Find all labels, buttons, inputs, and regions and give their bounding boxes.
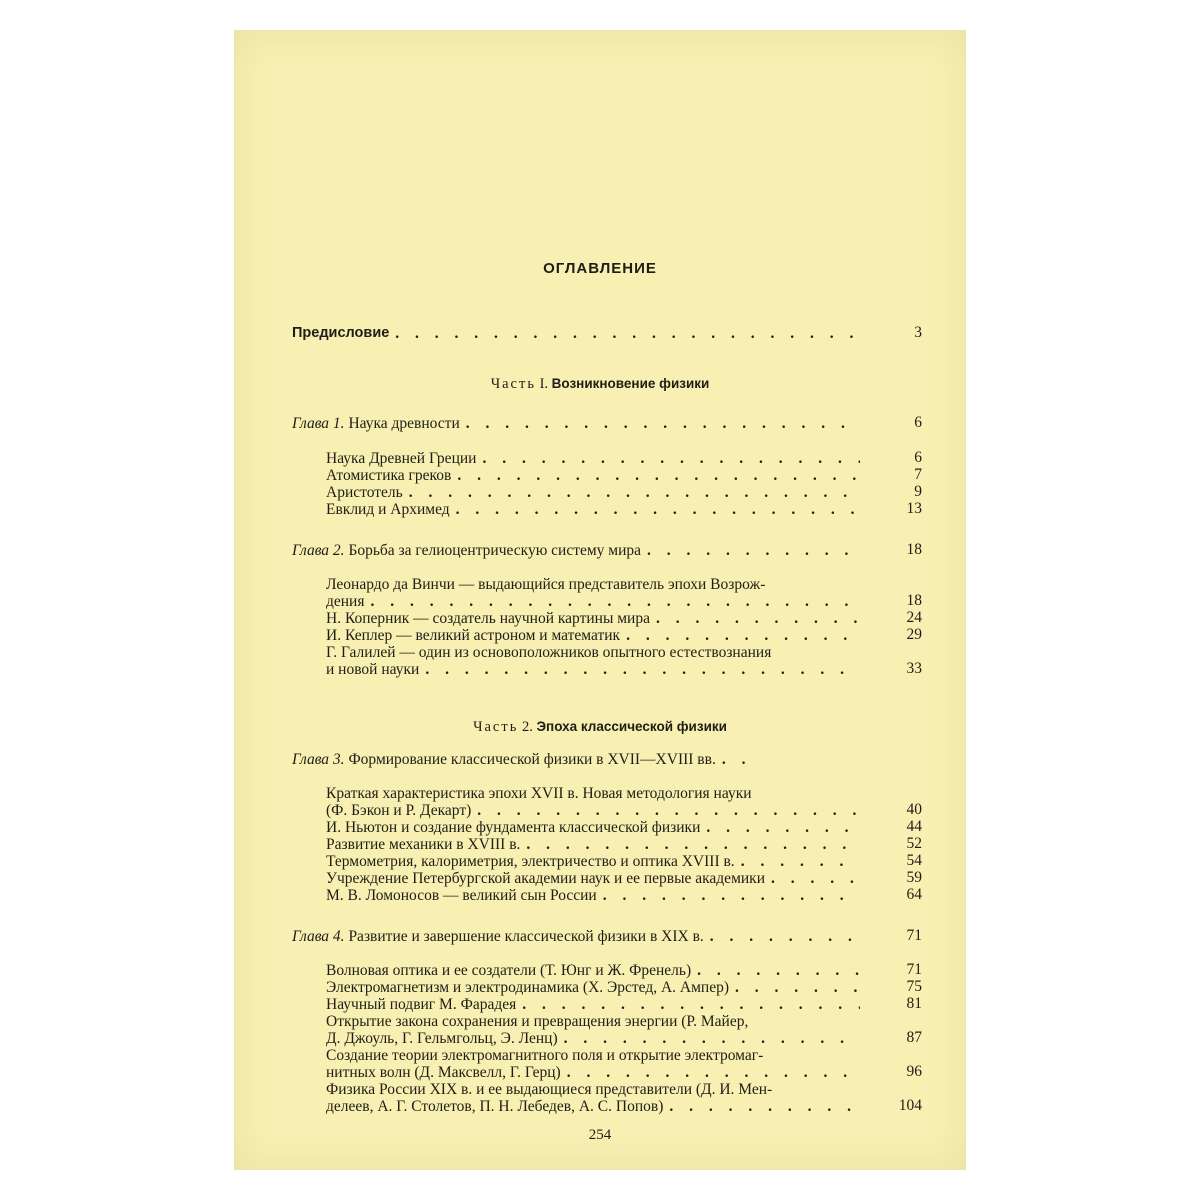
- page-number: 29: [906, 626, 922, 643]
- page-number: 7: [914, 466, 922, 483]
- toc-entry: М. В. Ломоносов — великий сын России . . .: [326, 887, 866, 904]
- toc-entry: Евклид и Архимед . . .: [326, 501, 866, 518]
- page-number: 71: [906, 927, 922, 944]
- leader-dots: [722, 751, 752, 768]
- toc-entry: Атомистика греков . . .: [326, 467, 866, 484]
- toc-entry: И. Ньютон и создание фундамента классической физики . . .: [326, 819, 866, 836]
- page-number: 104: [898, 1097, 922, 1114]
- toc-entry: Развитие механики в XVIII в. . . .: [326, 836, 866, 853]
- page-number: 24: [906, 609, 922, 626]
- folio-page-number: 254: [588, 1127, 612, 1143]
- toc-entry-line: Открытие закона сохранения и превращения энергии (Р. Майер,: [326, 1013, 749, 1030]
- toc-entry: (Ф. Бэкон и Р. Декарт) . . .: [326, 802, 866, 819]
- toc-entry: Научный подвиг М. Фарадея . . .: [326, 996, 866, 1013]
- page-number: 81: [906, 995, 922, 1012]
- page-number: 59: [906, 869, 922, 886]
- entry-text: Глава 3. Формирование классической физики в XVII—XVIII вв.: [292, 751, 716, 768]
- toc-entry-preface: [292, 325, 866, 342]
- page-number: 18: [906, 592, 922, 609]
- page-number: 75: [906, 978, 922, 995]
- page-number: 33: [906, 660, 922, 677]
- page-number: 44: [906, 818, 922, 835]
- page-number: 96: [906, 1063, 922, 1080]
- part-heading: Часть 2. Эпоха классической физики: [473, 719, 727, 735]
- page-number: 71: [906, 961, 922, 978]
- toc-entry: Д. Джоуль, Г. Гельмгольц, Э. Ленц) . . .: [326, 1030, 866, 1047]
- page-number: 3: [914, 324, 922, 341]
- toc-entry-line: Краткая характеристика эпохи XVII в. Новая методология науки: [326, 785, 752, 802]
- entry-text: Глава 1. Наука древности: [292, 415, 460, 432]
- part-heading: Часть I. Возникновение физики: [490, 376, 710, 392]
- page-number: 18: [906, 541, 922, 558]
- toc-chapter-2: [292, 542, 866, 559]
- toc-entry: и новой науки . . .: [326, 661, 866, 678]
- toc-entry: дения . . .: [326, 593, 866, 610]
- toc-entry-line: Физика России XIX в. и ее выдающиеся представители (Д. И. Мен-: [326, 1081, 773, 1098]
- toc-entry-line: Леонардо да Винчи — выдающийся представитель эпохи Возрож-: [326, 576, 766, 593]
- page-number: 6: [914, 449, 922, 466]
- page-number: 52: [906, 835, 922, 852]
- toc-entry: Термометрия, калориметрия, электричество и оптика XVIII в. . . .: [326, 853, 866, 870]
- toc-entry: Наука Древней Греции . . .: [326, 450, 866, 467]
- entry-text: Глава 2. Борьба за гелиоцентрическую систему мира: [292, 542, 642, 559]
- toc-entry: Учреждение Петербургской академии наук и ее первые академики . . .: [326, 870, 866, 887]
- leader-dots: [647, 542, 860, 559]
- page-number: 64: [906, 886, 922, 903]
- toc-entry-line: Г. Галилей — один из основоположников опытного естествознания: [326, 644, 772, 661]
- toc-title: ОГЛАВЛЕНИЕ: [543, 260, 657, 277]
- toc-chapter-4: [292, 928, 866, 945]
- page-number: 54: [906, 852, 922, 869]
- entry-text: Предисловие: [292, 325, 390, 341]
- page-number: 6: [914, 414, 922, 431]
- page-number: 13: [906, 500, 922, 517]
- toc-entry: нитных волн (Д. Максвелл, Г. Герц) . . .: [326, 1064, 866, 1081]
- page-number: 87: [906, 1029, 922, 1046]
- toc-entry: Н. Коперник — создатель научной картины мира . . .: [326, 610, 866, 627]
- toc-entry: Волновая оптика и ее создатели (Т. Юнг и Ж. Френель) . . .: [326, 962, 866, 979]
- entry-text: Глава 4. Развитие и завершение классической физики в XIX в.: [292, 928, 704, 945]
- toc-entry-line: Создание теории электромагнитного поля и открытие электромаг-: [326, 1047, 764, 1064]
- toc-entry: Аристотель . . .: [326, 484, 866, 501]
- book-page: [234, 30, 966, 1170]
- toc-chapter-3: [292, 751, 866, 768]
- toc-entry: делеев, А. Г. Столетов, П. Н. Лебедев, А. С. Попов) . . .: [326, 1098, 866, 1115]
- leader-dots: [710, 928, 860, 945]
- toc-entry: Электромагнетизм и электродинамика (Х. Эрстед, А. Ампер) . . .: [326, 979, 866, 996]
- toc-entry: И. Кеплер — великий астроном и математик . . .: [326, 627, 866, 644]
- leader-dots: [395, 325, 860, 342]
- page-number: 40: [906, 801, 922, 818]
- page-number: 9: [914, 483, 922, 500]
- toc-chapter-1: [292, 415, 866, 432]
- leader-dots: [466, 415, 860, 432]
